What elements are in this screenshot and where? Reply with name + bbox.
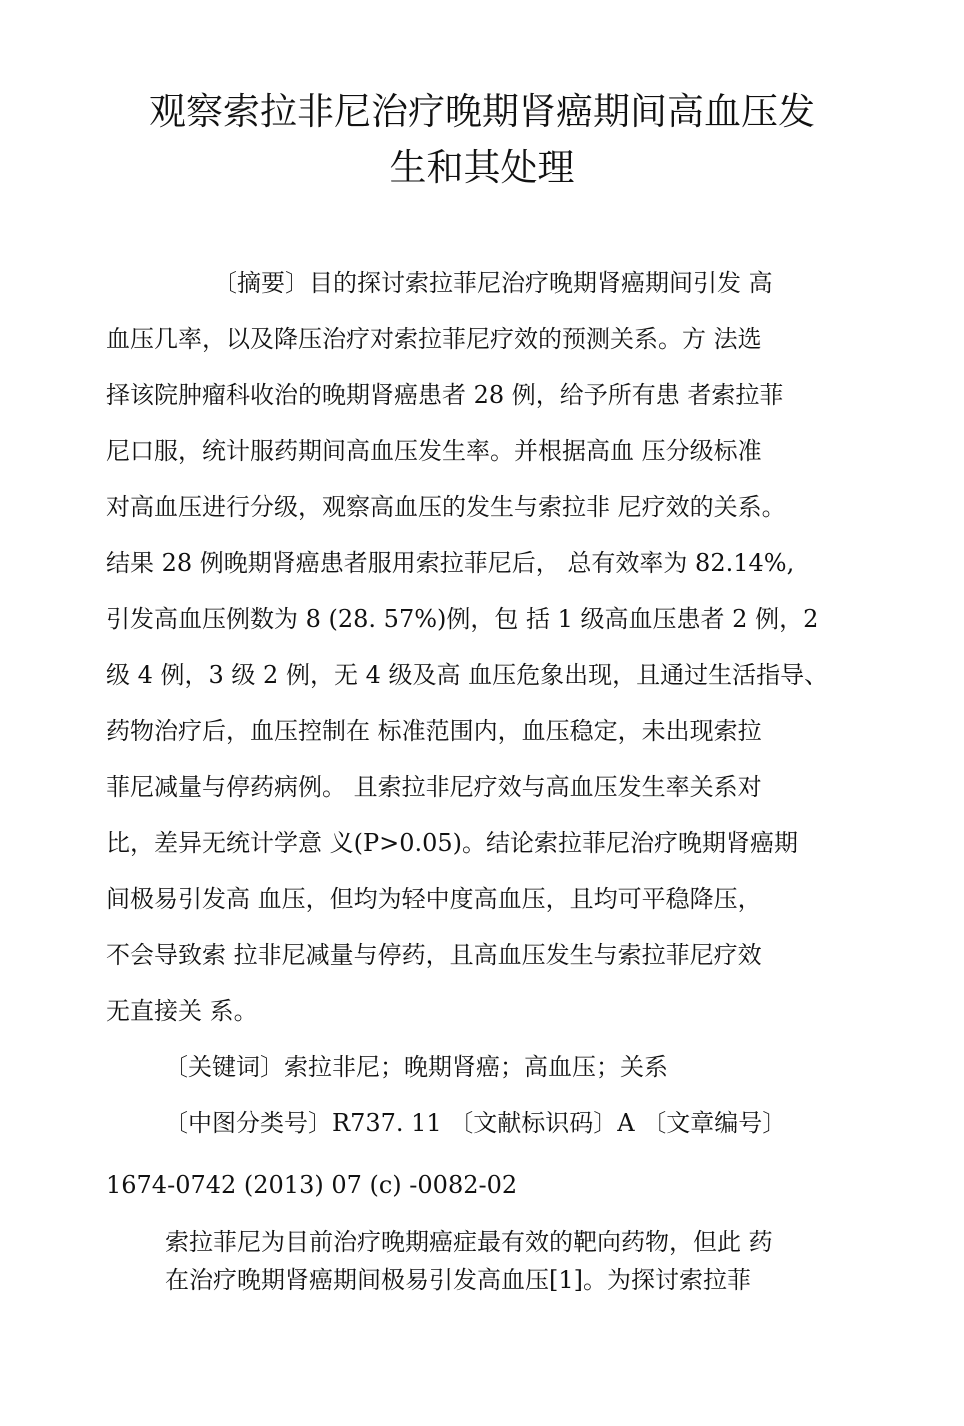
abstract-line: 比，差异无统计学意 义(P>0.05)。结论索拉菲尼治疗晚期肾癌期 <box>106 829 799 857</box>
abstract-line: 间极易引发高 血压，但均为轻中度高血压，且均可平稳降压， <box>106 885 762 913</box>
abstract-line: 血压几率，以及降压治疗对索拉菲尼疗效的预测关系。方 法选 <box>106 325 762 353</box>
abstract-line: 引发高血压例数为 8 (28. 57%)例，包 括 1 级高血压患者 2 例，2 <box>106 605 819 633</box>
abstract-line: 不会导致索 拉非尼减量与停药，且高血压发生与索拉菲尼疗效 <box>106 941 762 969</box>
abstract-line: 结果 28 例晚期肾癌患者服用索拉菲尼后， 总有效率为 82.14%, <box>106 549 795 577</box>
document-title <box>90 84 874 196</box>
body-line: 在治疗晚期肾癌期间极易引发高血压[1]。为探讨索拉菲 <box>165 1266 751 1294</box>
abstract-line: 对高血压进行分级，观察高血压的发生与索拉非 尼疗效的关系。 <box>106 493 786 521</box>
title-line-2: 生和其处理 <box>389 146 575 189</box>
abstract-line: 级 4 例，3 级 2 例，无 4 级及高 血压危象出现，且通过生活指导、 <box>106 661 829 689</box>
title-line-1: 观察索拉非尼治疗晚期肾癌期间高血压发 <box>149 90 815 133</box>
body-line: 索拉菲尼为目前治疗晚期癌症最有效的靶向药物，但此 药 <box>165 1228 773 1256</box>
abstract-line: 尼口服，统计服药期间高血压发生率。并根据高血 压分级标准 <box>106 437 762 465</box>
classification-line: 〔中图分类号〕R737. 11 〔文献标识码〕A 〔文章编号〕 <box>164 1109 787 1137</box>
article-number: 1674-0742 (2013) 07 (c) -0082-02 <box>106 1171 518 1199</box>
abstract-line: 药物治疗后，血压控制在 标准范围内，血压稳定，未出现索拉 <box>106 717 762 745</box>
abstract-line: 无直接关 系。 <box>106 997 258 1025</box>
abstract-line: 择该院肿瘤科收治的晚期肾癌患者 28 例，给予所有患 者索拉菲 <box>106 381 784 409</box>
abstract-line: 〔摘要〕目的探讨索拉菲尼治疗晚期肾癌期间引发 高 <box>213 269 773 297</box>
keywords-line: 〔关键词〕索拉非尼；晚期肾癌；高血压；关系 <box>164 1053 668 1081</box>
abstract-line: 菲尼减量与停药病例。 且索拉非尼疗效与高血压发生率关系对 <box>106 773 762 801</box>
